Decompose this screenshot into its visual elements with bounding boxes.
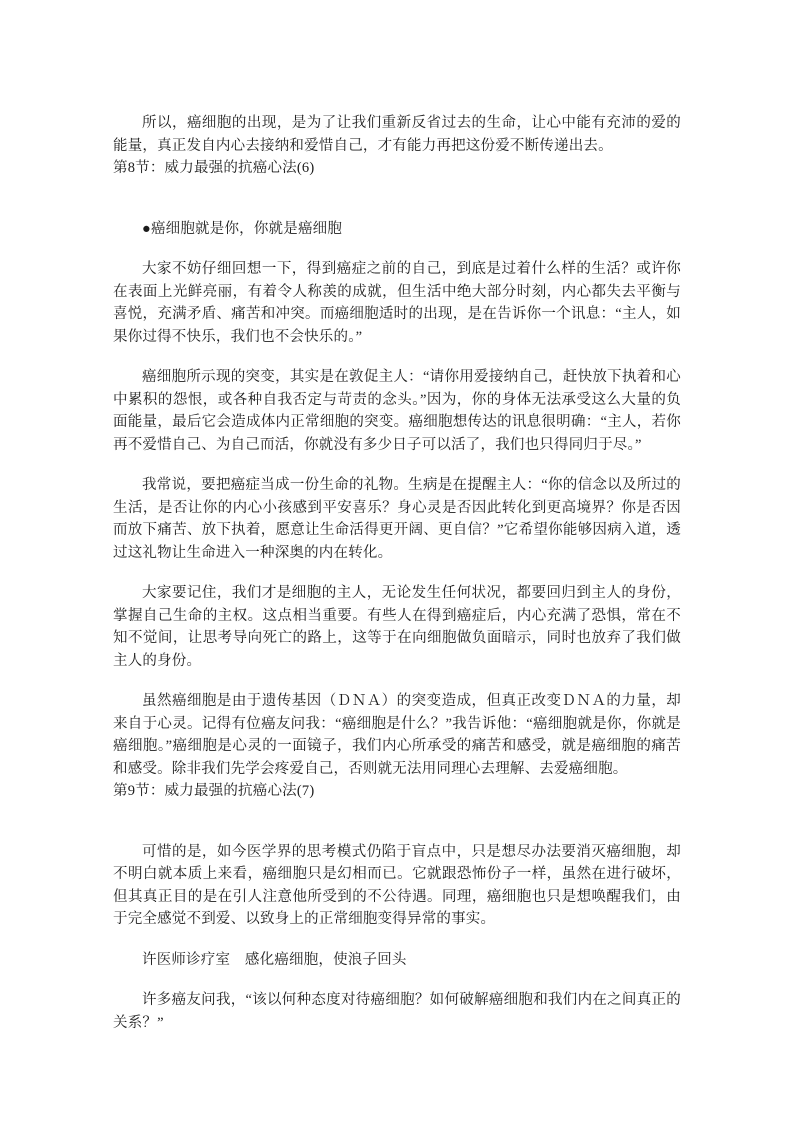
paragraph: 可惜的是，如今医学界的思考模式仍陷于盲点中，只是想尽办法要消灭癌细胞，却不明白就本质上来看，癌细胞只是幻相而已。它就跟恐怖份子一样，虽然在进行破坏，但其真正目的是在引人注意他所受到的不公待遇。同理，癌细胞也只是想唤醒我们，由于完全感觉不到爱、以致身上的正常细胞变得异常的事实。 — [113, 843, 681, 927]
paragraph: 大家要记住，我们才是细胞的主人，无论发生任何状况，都要回归到主人的身份，掌握自己生命的主权。这点相当重要。有些人在得到癌症后，内心充满了恐惧，常在不知不觉间，让思考导向死亡的路上，这等于在向细胞做负面暗示，同时也放弃了我们做主人的身份。 — [113, 585, 681, 669]
section-heading: 第9节：威力最强的抗癌心法(7) — [113, 783, 315, 799]
paragraph: 大家不妨仔细回想一下，得到癌症之前的自己，到底是过着什么样的生活？或许你在表面上光鲜亮丽，有着令人称羡的成就，但生活中绝大部分时刻，内心都失去平衡与喜悦，充满矛盾、痛苦和冲突。而癌细胞适时的出现，是在告诉你一个讯息：“主人，如果你过得不快乐，我们也不会快乐的。” — [113, 261, 681, 345]
paragraph: 癌细胞所示现的突变，其实是在敦促主人：“请你用爱接纳自己，赶快放下执着和心中累积的怨恨，或各种自我否定与苛责的念头。”因为，你的身体无法承受这么大量的负面能量，最后它会造成体内正常细胞的突变。癌细胞想传达的讯息很明确：“主人，若你再不爱惜自己、为自己而活，你就没有多少日子可以活了，我们也只得同归于尽。” — [113, 369, 681, 453]
bullet-heading: ●癌细胞就是你，你就是癌细胞 — [142, 220, 343, 237]
paragraph: 许多癌友问我，“该以何种态度对待癌细胞？如何破解癌细胞和我们内在之间真正的关系？” — [113, 992, 681, 1031]
text-content — [113, 112, 681, 1034]
sub-heading: 许医师诊疗室 感化癌细胞，使浪子回头 — [142, 951, 407, 968]
paragraph: 所以，癌细胞的出现，是为了让我们重新反省过去的生命，让心中能有充沛的爱的能量，真正发自内心去接纳和爱惜自己，才有能力再把这份爱不断传递出去。 — [113, 115, 681, 154]
paragraph: 虽然癌细胞是由于遗传基因（ＤＮＡ）的突变造成，但真正改变ＤＮＡ的力量，却来自于心灵。记得有位癌友问我：“癌细胞是什么？”我告诉他：“癌细胞就是你，你就是癌细胞。”癌细胞是心灵的一面镜子，我们内心所承受的痛苦和感受，就是癌细胞的痛苦和感受。除非我们先学会疼爱自己，否则就无法用同理心去理解、去爱癌细胞。 — [113, 693, 681, 777]
paragraph: 我常说，要把癌症当成一份生命的礼物。生病是在提醒主人：“你的信念以及所过的生活，是否让你的内心小孩感到平安喜乐？身心灵是否因此转化到更高境界？你是否因而放下痛苦、放下执着，愿意让生命活得更开阔、更自信？”它希望你能够因病入道，透过这礼物让生命进入一种深奥的内在转化。 — [113, 477, 681, 561]
section-heading: 第8节：威力最强的抗癌心法(6) — [113, 160, 315, 176]
